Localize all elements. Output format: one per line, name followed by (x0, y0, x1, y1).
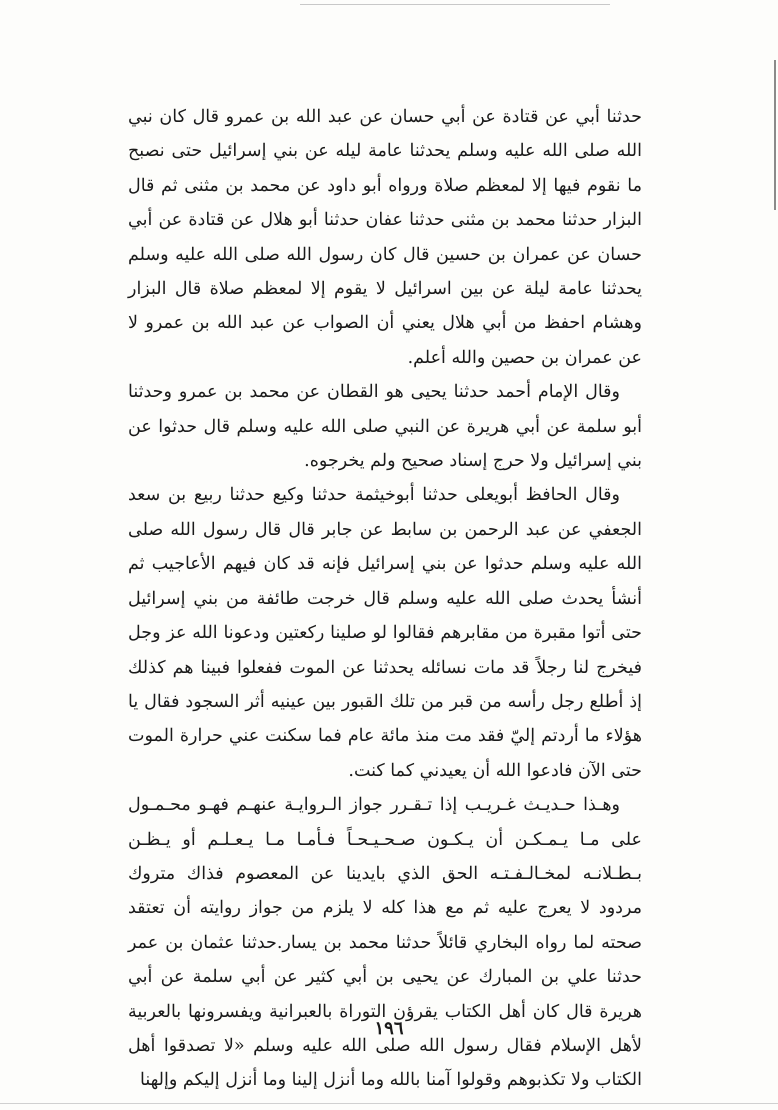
paragraph-2: وقال الإمام أحمد حدثنا يحيى هو القطان عن محمد بن عمرو وحدثنا أبو سلمة عن أبي هريرة عن النبي صلى الله عليه وسلم قال حدثوا عن بني إسرائيل ولا حرج إسناد صحيح ولم يخرجوه. (128, 382, 642, 472)
bottom-edge-rule (0, 1103, 778, 1104)
paragraph-1: حدثنا أبي عن قتادة عن أبي حسان عن عبد الله بن عمرو قال كان نبي الله صلى الله عليه وسلم يحدثنا عامة ليله عن بني إسرائيل حتى نصبح ما نقوم فيها إلا لمعظم صلاة ورواه أبو داود عن محمد بن مثنى ثم قال البزار حدثنا محمد بن مثنى حدثنا عفان حدثنا أبو هلال عن قتادة عن أبي حسان عن عمران بن حسين قال كان رسول الله صلى الله عليه وسلم يحدثنا عامة ليلة عن بين اسرائيل لا يقوم إلا لمعظم صلاة قال البزار وهشام احفظ من أبي هلال يعني أن الصواب عن عبد الله بن عمرو لا عن عمران بن حصين والله أعلم. (128, 107, 642, 368)
scan-edge-mark (774, 60, 776, 210)
paragraph-4: وهـذا حـديـث غـريـب إذا تـقـرر جواز الـروايـة عنهـم فهـو محـمـول على مـا يـمـكـن أن يـكـون صـحـيـحـاً فـأمـا مـا يـعـلـم أو يـظـن بـطـلانـه لمخـالـفـتـه الحق الذي بايدينا عن المعصوم فذاك متروك مردود لا يعرج عليه ثم مع هذا كله لا يلزم من جواز روايته أن تعتقد صحته لما رواه البخاري قائلاً حدثنا محمد بن يسار.حدثنا عثمان بن عمر حدثنا علي بن المبارك عن يحيى بن أبي كثير عن أبي سلمة عن أبي هريرة قال كان أهل الكتاب يقرؤن التوراة بالعبرانية ويفسرونها بالعربية لأهل الإسلام فقال رسول الله صلى الله عليه وسلم «لا تصدقوا أهل الكتاب ولا تكذبوهم وقولوا آمنا بالله وما أنزل إلينا وما أنزل إليكم وإلهنا (128, 795, 642, 1091)
paragraph-3: وقال الحافظ أبويعلى حدثنا أبوخيثمة حدثنا وكيع حدثنا ربيع بن سعد الجعفي عن عبد الرحمن بن سابط عن جابر قال قال رسول الله صلى الله عليه وسلم حدثوا عن بني إسرائيل فإنه قد كان فيهم الأعاجيب ثم أنشأ يحدث صلى الله عليه وسلم قال خرجت طائفة من بني إسرائيل حتى أتوا مقبرة من مقابرهم فقالوا لو صلينا ركعتين ودعونا الله عز وجل فيخرج لنا رجلاً قد مات نسائله يحدثنا عن الموت ففعلوا فبينا هم كذلك إذ أطلع رجل رأسه من قبر من تلك القبور بين عينيه أثر السجود فقال يا هؤلاء ما أردتم إليّ فقد مت منذ مائة عام فما سكنت عني حرارة الموت حتى الآن فادعوا الله أن يعيدني كما كنت. (128, 485, 642, 781)
top-edge-rule (300, 4, 610, 5)
body-text (128, 100, 642, 1098)
page-number: ١٩٦ (374, 1018, 404, 1039)
